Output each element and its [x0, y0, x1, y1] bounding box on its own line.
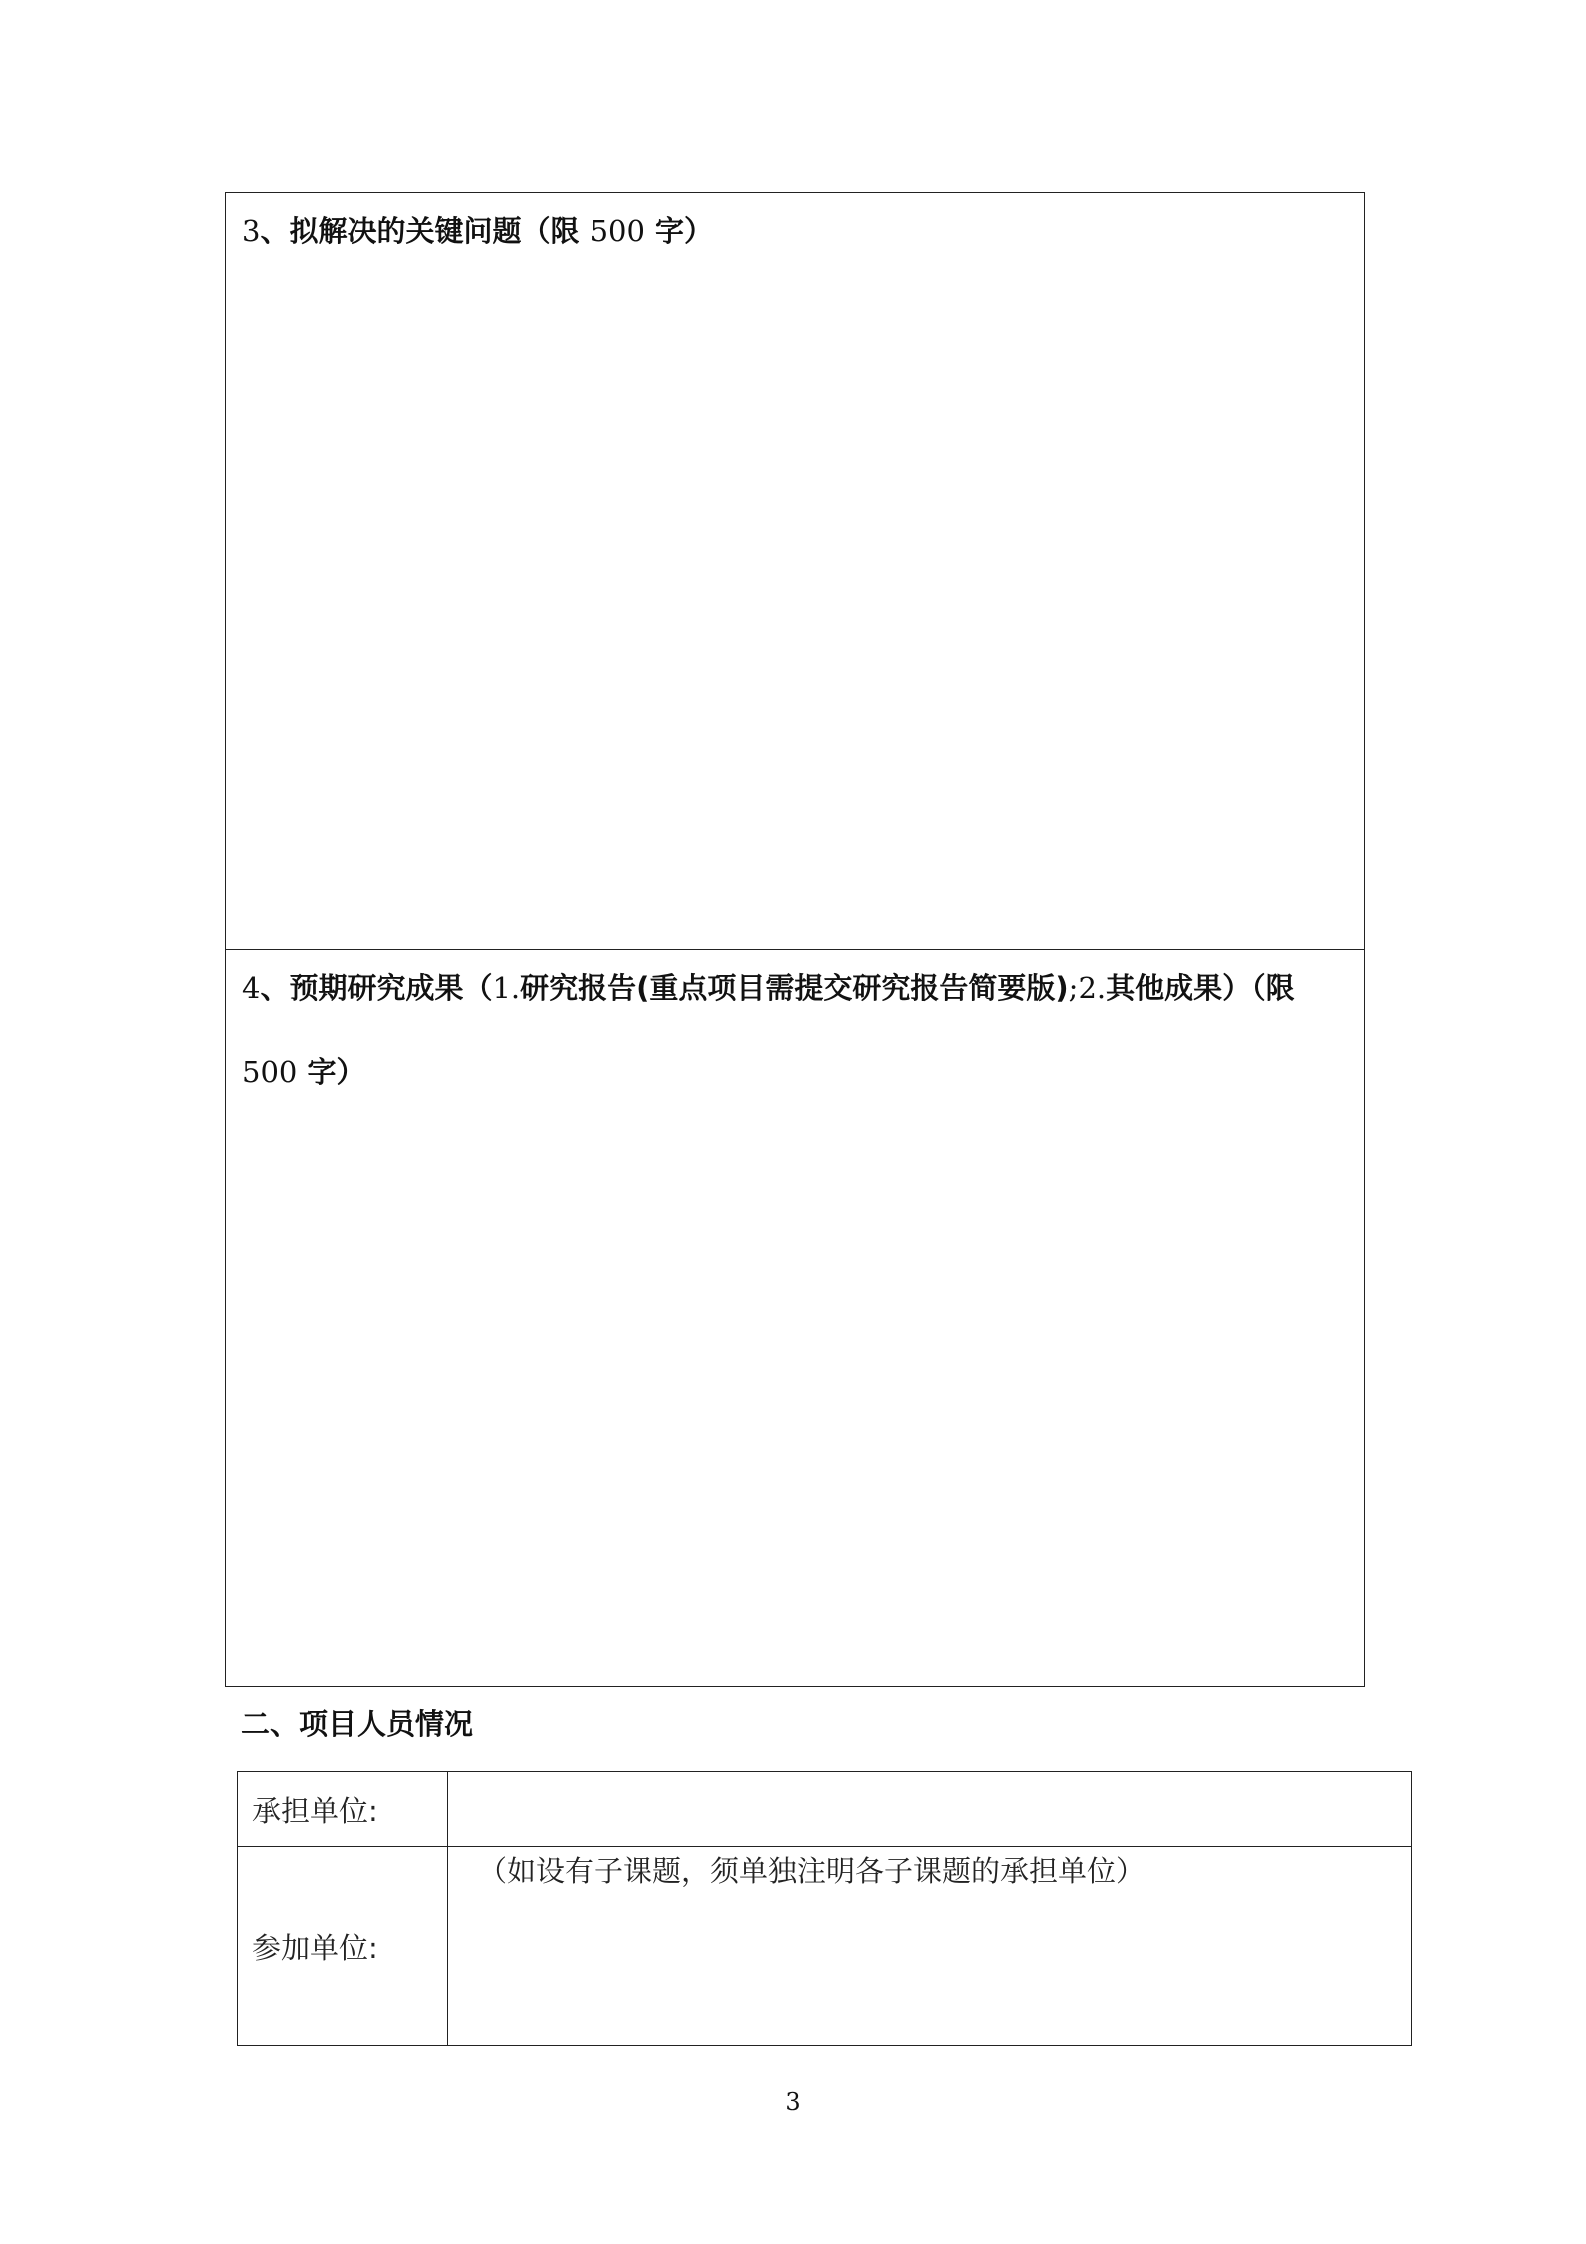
heading-text: 、拟解决的关键问题（限	[260, 214, 590, 248]
item2-text: 其他成果）（限	[1106, 971, 1295, 1005]
item2-number: 2.	[1078, 971, 1107, 1005]
word-limit: 500	[589, 214, 645, 248]
key-problems-heading	[242, 189, 1314, 273]
table-row	[238, 1772, 1412, 1847]
participating-unit-note: （如设有子课题，须单独注明各子课题的承担单位）	[478, 1854, 1146, 1889]
personnel-table	[237, 1771, 1412, 2046]
section-number: 3	[242, 214, 261, 248]
key-problems-box	[225, 192, 1365, 950]
heading-tail: 字）	[644, 214, 714, 248]
undertaking-unit-field[interactable]	[448, 1772, 1412, 1847]
item1-number: 1.	[492, 971, 521, 1005]
page-number: 3	[785, 2088, 801, 2116]
heading-tail: 字）	[297, 1055, 366, 1089]
participating-unit-label: 参加单位:	[238, 1847, 448, 2046]
section-number: 4	[242, 971, 261, 1005]
heading-text: 、预期研究成果（	[260, 971, 493, 1005]
personnel-section-title: 二、项目人员情况	[241, 1707, 474, 1741]
undertaking-unit-label: 承担单位:	[238, 1772, 448, 1847]
expected-results-heading	[242, 946, 1314, 1114]
participating-unit-field[interactable]	[448, 1847, 1412, 2046]
item1-text: 研究报告(重点项目需提交研究报告简要版)	[520, 971, 1069, 1005]
expected-results-box	[225, 949, 1365, 1687]
word-limit: 500	[242, 1055, 298, 1089]
item-separator: ;	[1068, 971, 1079, 1005]
table-row	[238, 1847, 1412, 2046]
